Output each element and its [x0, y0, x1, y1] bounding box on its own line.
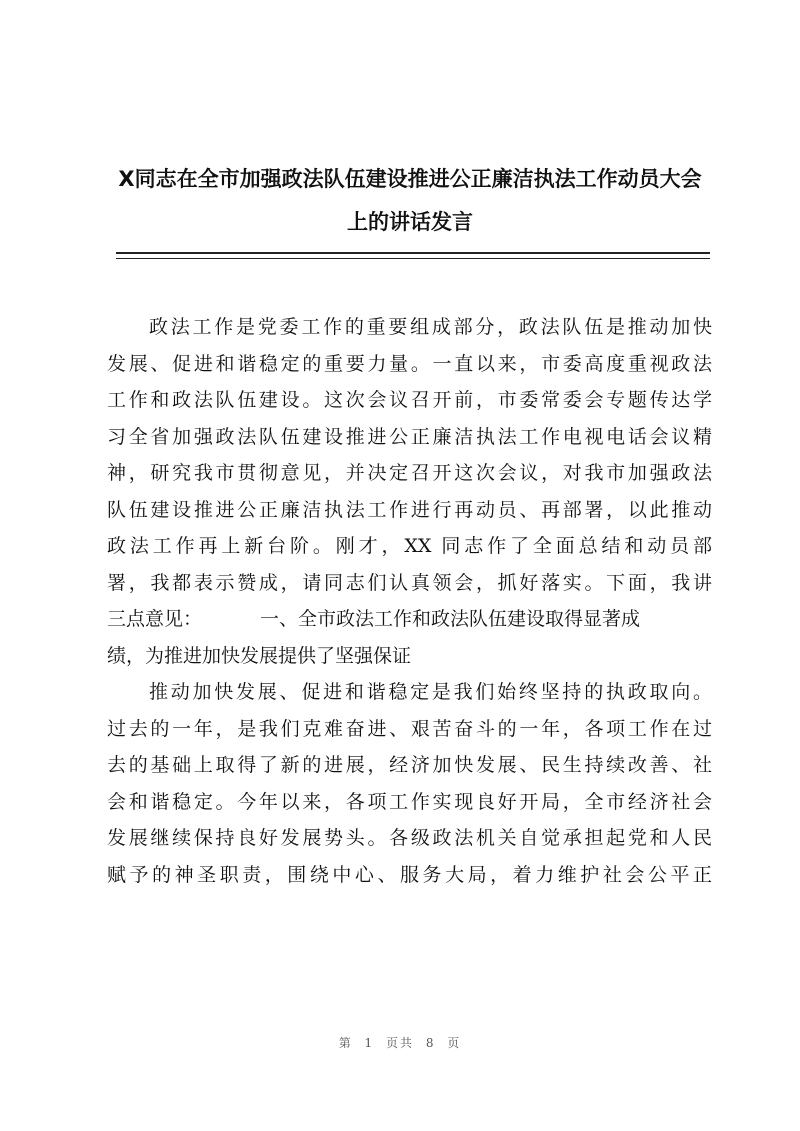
- body-line: 政法工作再上新台阶。刚才，XX 同志作了全面总结和动员部: [107, 535, 712, 557]
- body-line: 会和谐稳定。今年以来，各项工作实现良好开局，全市经济社会: [107, 790, 712, 813]
- body-line-text: 三点意见：: [107, 608, 203, 630]
- body-line: 神，研究我市贯彻意见，并决定召开这次会议，对我市加强政法: [107, 462, 712, 484]
- title-line-2: 上的讲话发言: [347, 210, 473, 234]
- body-line: 署，我都表示赞成，请同志们认真领会，抓好落实。下面，我讲: [107, 571, 712, 594]
- body-line: 去的基础上取得了新的进展，经济加快发展、民生持续改善、社: [107, 754, 712, 776]
- body-line: 过去的一年，是我们克难奋进、艰苦奋斗的一年，各项工作在过: [107, 717, 712, 740]
- document-title: [100, 158, 720, 244]
- body-line: 发展、促进和谐稳定的重要力量。一直以来，市委高度重视政法: [107, 352, 712, 375]
- title-line-1: X同志在全市加强政法队伍建设推进公正廉洁执法工作动员大会: [118, 167, 702, 191]
- section-heading-1: 一、全市政法工作和政法队伍建设取得显著成: [260, 608, 641, 630]
- body-line: 发展继续保持良好发展势头。各级政法机关自觉承担起党和人民: [107, 827, 712, 849]
- body-line: 政法工作是党委工作的重要组成部分，政法队伍是推动加快: [149, 316, 712, 338]
- document-body: [107, 309, 712, 893]
- title-divider-thin: [116, 258, 710, 259]
- body-line: 工作和政法队伍建设。这次会议召开前，市委常委会专题传达学: [107, 389, 712, 411]
- body-line: 赋予的神圣职责，围绕中心、服务大局，着力维护社会公平正: [107, 863, 712, 886]
- page-footer: 第 1 页共 8 页: [338, 1036, 462, 1050]
- body-line: 习全省加强政法队伍建设推进公正廉洁执法工作电视电话会议精: [107, 425, 712, 448]
- title-divider-thick: [116, 252, 710, 254]
- body-line: 队伍建设推进公正廉洁执法工作进行再动员、再部署，以此推动: [107, 498, 712, 521]
- section-heading-continued: 绩，为推进加快发展提供了坚强保证: [107, 644, 412, 667]
- body-line: [107, 601, 712, 638]
- body-line: 推动加快发展、促进和谐稳定是我们始终坚持的执政取向。: [149, 681, 712, 703]
